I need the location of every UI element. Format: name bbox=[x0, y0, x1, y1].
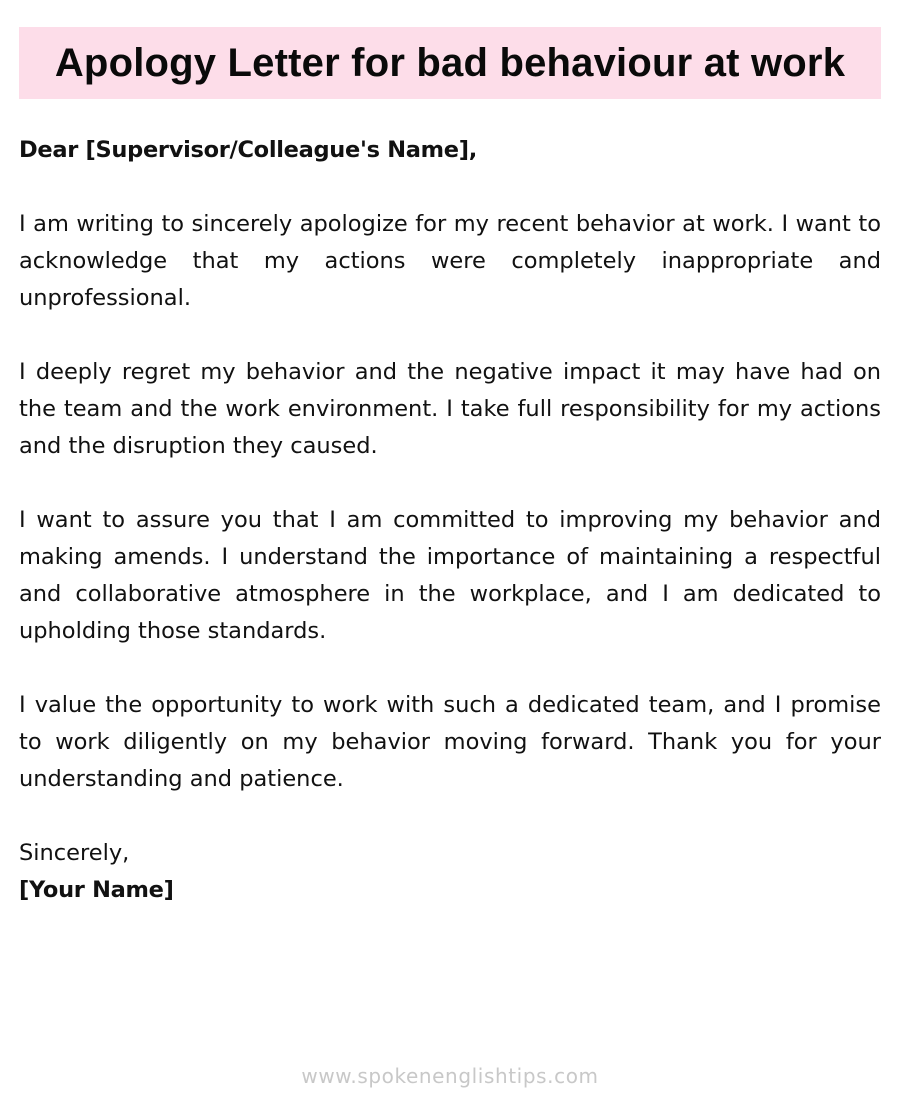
letter-closing: Sincerely, bbox=[19, 840, 130, 866]
letter-body bbox=[19, 132, 881, 909]
watermark-url: www.spokenenglishtips.com bbox=[301, 1064, 599, 1088]
letter-paragraph-4: I value the opportunity to work with such a dedicated team, and I promise to work diligently on my behavior moving forward. Thank you for your understanding and patience. bbox=[19, 692, 881, 792]
letter-signature: [Your Name] bbox=[19, 877, 174, 903]
page-title: Apology Letter for bad behaviour at work bbox=[54, 40, 846, 85]
letter-paragraph-2: I deeply regret my behavior and the negative impact it may have had on the team and the work environment. I take full responsibility for my actions and the disruption they caused. bbox=[19, 359, 881, 459]
letter-paragraph-1: I am writing to sincerely apologize for my recent behavior at work. I want to acknowledge that my actions were completely inappropriate and unprofessional. bbox=[19, 211, 881, 311]
letter-salutation: Dear [Supervisor/Colleague's Name], bbox=[19, 137, 477, 163]
letter-paragraph-3: I want to assure you that I am committed to improving my behavior and making amends. I understand the importance of maintaining a respectful and collaborative atmosphere in the workplace, and I am dedicated to upholding those standards. bbox=[19, 507, 881, 644]
title-banner bbox=[19, 27, 881, 99]
